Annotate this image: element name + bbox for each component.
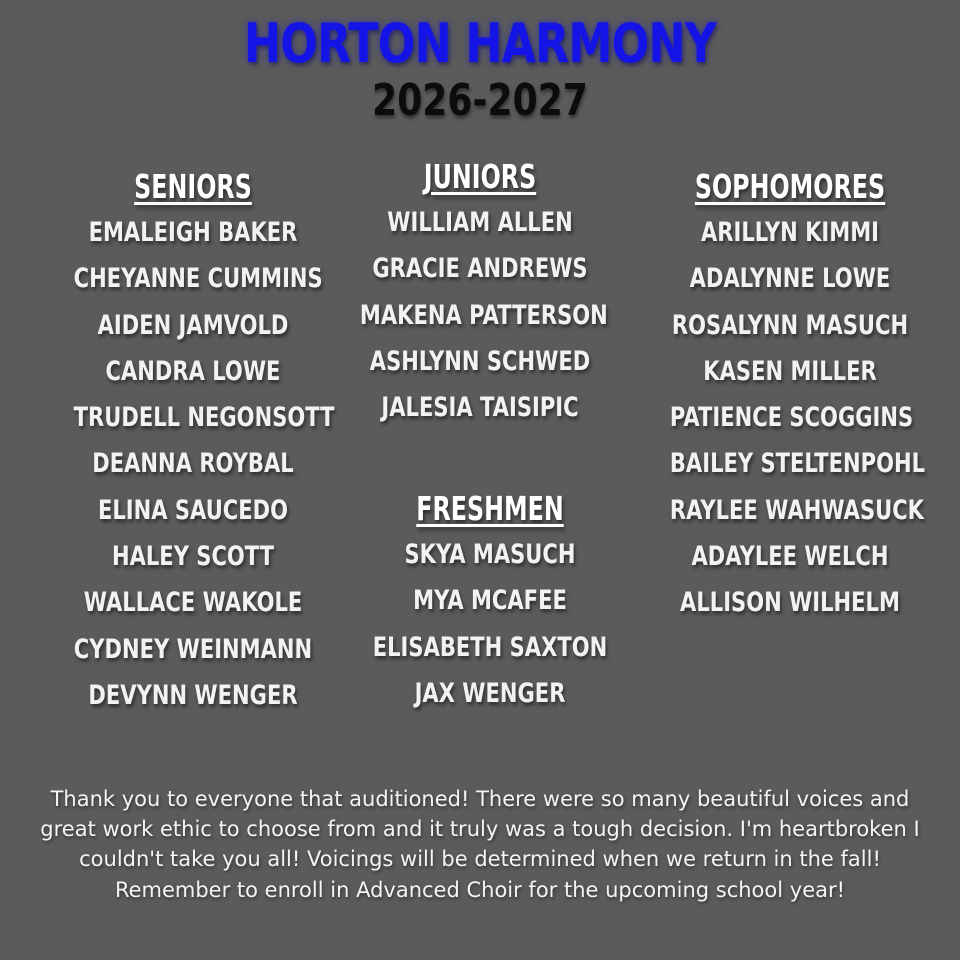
list-item: RAYLEE WAHWASUCK: [669, 494, 924, 526]
list-item: HALEY SCOTT: [111, 541, 275, 573]
list-item: WALLACE WAKOLE: [83, 587, 303, 619]
juniors-column: [326, 154, 634, 431]
list-item: MAKENA PATTERSON: [359, 299, 608, 331]
sophomores-heading: SOPHOMORES: [694, 167, 886, 206]
list-item: AIDEN JAMVOLD: [97, 309, 289, 341]
list-item: CHEYANNE CUMMINS: [73, 263, 323, 295]
list-item: CANDRA LOWE: [105, 355, 281, 387]
list-item: ADALYNNE LOWE: [689, 263, 891, 295]
freshmen-column: [336, 486, 644, 717]
list-item: ADAYLEE WELCH: [691, 541, 889, 573]
list-item: MYA MCAFEE: [413, 585, 567, 617]
list-item: EMALEIGH BAKER: [88, 217, 298, 248]
list-item: PATIENCE SCOGGINS: [669, 402, 914, 434]
list-item: ELINA SAUCEDO: [97, 494, 289, 526]
seniors-heading: SENIORS: [134, 167, 252, 206]
list-item: JAX WENGER: [414, 677, 566, 709]
list-item: JALESIA TAISIPIC: [381, 392, 579, 424]
thank-you-message: Thank you to everyone that auditioned! There were so many beautiful voices and great work ethic to choose from and it truly was a tough decision. I'm heartbroken I couldn't take you all! Voicings will be determined when we return in the fall! Remember to enroll in Advanced Choir for the upcoming school year!: [40, 787, 920, 902]
list-item: SKYA MASUCH: [404, 539, 576, 570]
school-year: 2026-2027: [372, 75, 588, 126]
list-item: TRUDELL NEGONSOTT: [73, 402, 335, 434]
list-item: CYDNEY WEINMANN: [73, 633, 313, 665]
list-item: WILLIAM ALLEN: [387, 207, 573, 238]
list-item: DEANNA ROYBAL: [92, 448, 294, 480]
list-item: DEVYNN WENGER: [88, 679, 298, 711]
freshmen-heading: FRESHMEN: [416, 489, 564, 528]
list-item: ASHLYNN SCHWED: [369, 345, 591, 377]
list-item: GRACIE ANDREWS: [372, 253, 588, 285]
seniors-column: [40, 164, 346, 719]
list-item: ARILLYN KIMMI: [700, 217, 880, 248]
list-item: BAILEY STELTENPOHL: [669, 448, 926, 480]
juniors-heading: JUNIORS: [423, 157, 537, 196]
list-item: ROSALYNN MASUCH: [671, 309, 909, 341]
list-item: ALLISON WILHELM: [680, 587, 900, 619]
choir-title: HORTON HARMONY: [244, 12, 716, 75]
sophomores-column: [636, 164, 944, 627]
list-item: KASEN MILLER: [703, 355, 877, 387]
list-item: ELISABETH SAXTON: [372, 631, 608, 663]
